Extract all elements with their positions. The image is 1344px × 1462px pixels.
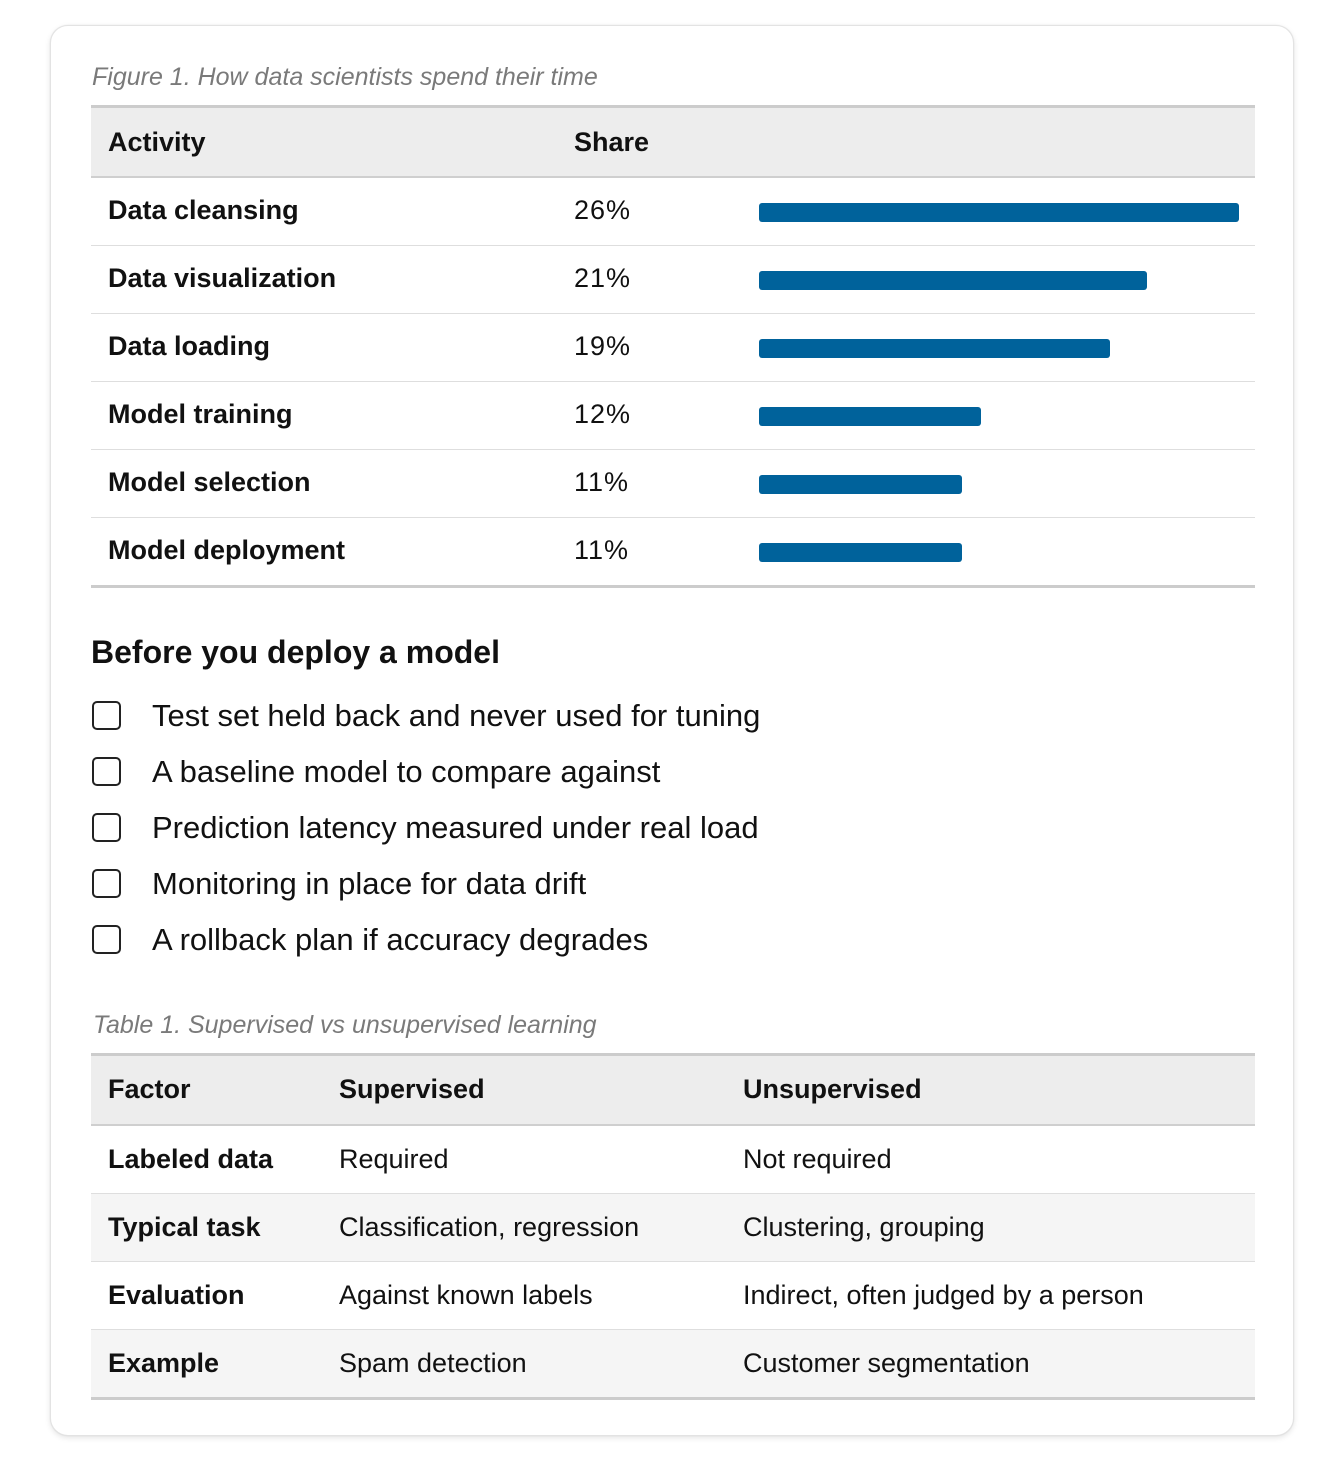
share-bar-track — [759, 407, 1239, 426]
checkbox[interactable] — [92, 869, 121, 898]
share-value: 19% — [574, 331, 632, 361]
share-value: 11% — [574, 467, 630, 497]
header-share: Share — [574, 127, 650, 157]
share-bar — [759, 475, 962, 494]
activity-label: Model selection — [108, 467, 311, 497]
table-row — [91, 1330, 1255, 1397]
supervised-cell: Against known labels — [339, 1280, 593, 1310]
unsupervised-cell: Clustering, grouping — [743, 1212, 985, 1242]
share-bar-track — [759, 339, 1239, 358]
checklist-item-label: Monitoring in place for data drift — [152, 866, 587, 901]
table-caption: Table 1. Supervised vs unsupervised learning — [93, 1011, 597, 1039]
supervised-cell: Required — [339, 1144, 449, 1174]
activity-label: Data loading — [108, 331, 271, 361]
supervised-cell: Spam detection — [339, 1348, 527, 1378]
checkbox[interactable] — [92, 701, 121, 730]
figure-caption: Figure 1. How data scientists spend their time — [92, 63, 598, 91]
checklist-item-label: Prediction latency measured under real load — [152, 810, 759, 845]
content-card — [50, 25, 1294, 1436]
figure-row — [91, 314, 1255, 382]
factor-cell: Example — [108, 1348, 220, 1378]
checklist-item[interactable] — [91, 922, 1255, 978]
supervised-cell: Classification, regression — [339, 1212, 640, 1242]
checklist-title: Before you deploy a model — [91, 634, 500, 670]
unsupervised-cell: Customer segmentation — [743, 1348, 1030, 1378]
checklist-item[interactable] — [91, 866, 1255, 922]
factor-cell: Labeled data — [108, 1144, 274, 1174]
comparison-table — [91, 1053, 1255, 1400]
share-bar — [759, 407, 981, 426]
share-value: 26% — [574, 195, 632, 225]
figure-row — [91, 450, 1255, 518]
factor-cell: Evaluation — [108, 1280, 245, 1310]
share-value: 11% — [574, 535, 630, 565]
share-bar — [759, 543, 962, 562]
checkbox[interactable] — [92, 813, 121, 842]
table-row — [91, 1126, 1255, 1194]
activity-label: Data visualization — [108, 263, 337, 293]
unsupervised-cell: Not required — [743, 1144, 892, 1174]
header-unsupervised: Unsupervised — [743, 1074, 922, 1104]
checklist-item-label: A baseline model to compare against — [152, 754, 661, 789]
share-bar — [759, 339, 1110, 358]
activity-label: Model deployment — [108, 535, 346, 565]
comparison-table-header — [91, 1056, 1255, 1126]
figure-row — [91, 178, 1255, 246]
header-supervised: Supervised — [339, 1074, 485, 1104]
checkbox[interactable] — [92, 757, 121, 786]
checklist-item[interactable] — [91, 698, 1255, 754]
share-bar — [759, 203, 1239, 222]
table-row — [91, 1262, 1255, 1330]
checklist-item-label: A rollback plan if accuracy degrades — [152, 922, 649, 957]
figure-table-body — [91, 178, 1255, 585]
table-row — [91, 1194, 1255, 1262]
activity-label: Data cleansing — [108, 195, 299, 225]
checkbox[interactable] — [92, 925, 121, 954]
activity-label: Model training — [108, 399, 293, 429]
share-bar-track — [759, 203, 1239, 222]
figure-row — [91, 382, 1255, 450]
header-activity: Activity — [108, 127, 206, 157]
checklist-item-label: Test set held back and never used for tuning — [152, 698, 761, 733]
comparison-table-body — [91, 1126, 1255, 1397]
figure-row — [91, 246, 1255, 314]
checklist-item[interactable] — [91, 810, 1255, 866]
checklist-item[interactable] — [91, 754, 1255, 810]
share-bar-track — [759, 271, 1239, 290]
share-value: 21% — [574, 263, 632, 293]
unsupervised-cell: Indirect, often judged by a person — [743, 1280, 1144, 1310]
figure-row — [91, 518, 1255, 585]
figure-table-header — [91, 108, 1255, 178]
checklist — [91, 698, 1255, 978]
share-bar-track — [759, 475, 1239, 494]
factor-cell: Typical task — [108, 1212, 261, 1242]
share-bar — [759, 271, 1147, 290]
figure-table — [91, 105, 1255, 588]
share-value: 12% — [574, 399, 632, 429]
share-bar-track — [759, 543, 1239, 562]
header-factor: Factor — [108, 1074, 191, 1104]
